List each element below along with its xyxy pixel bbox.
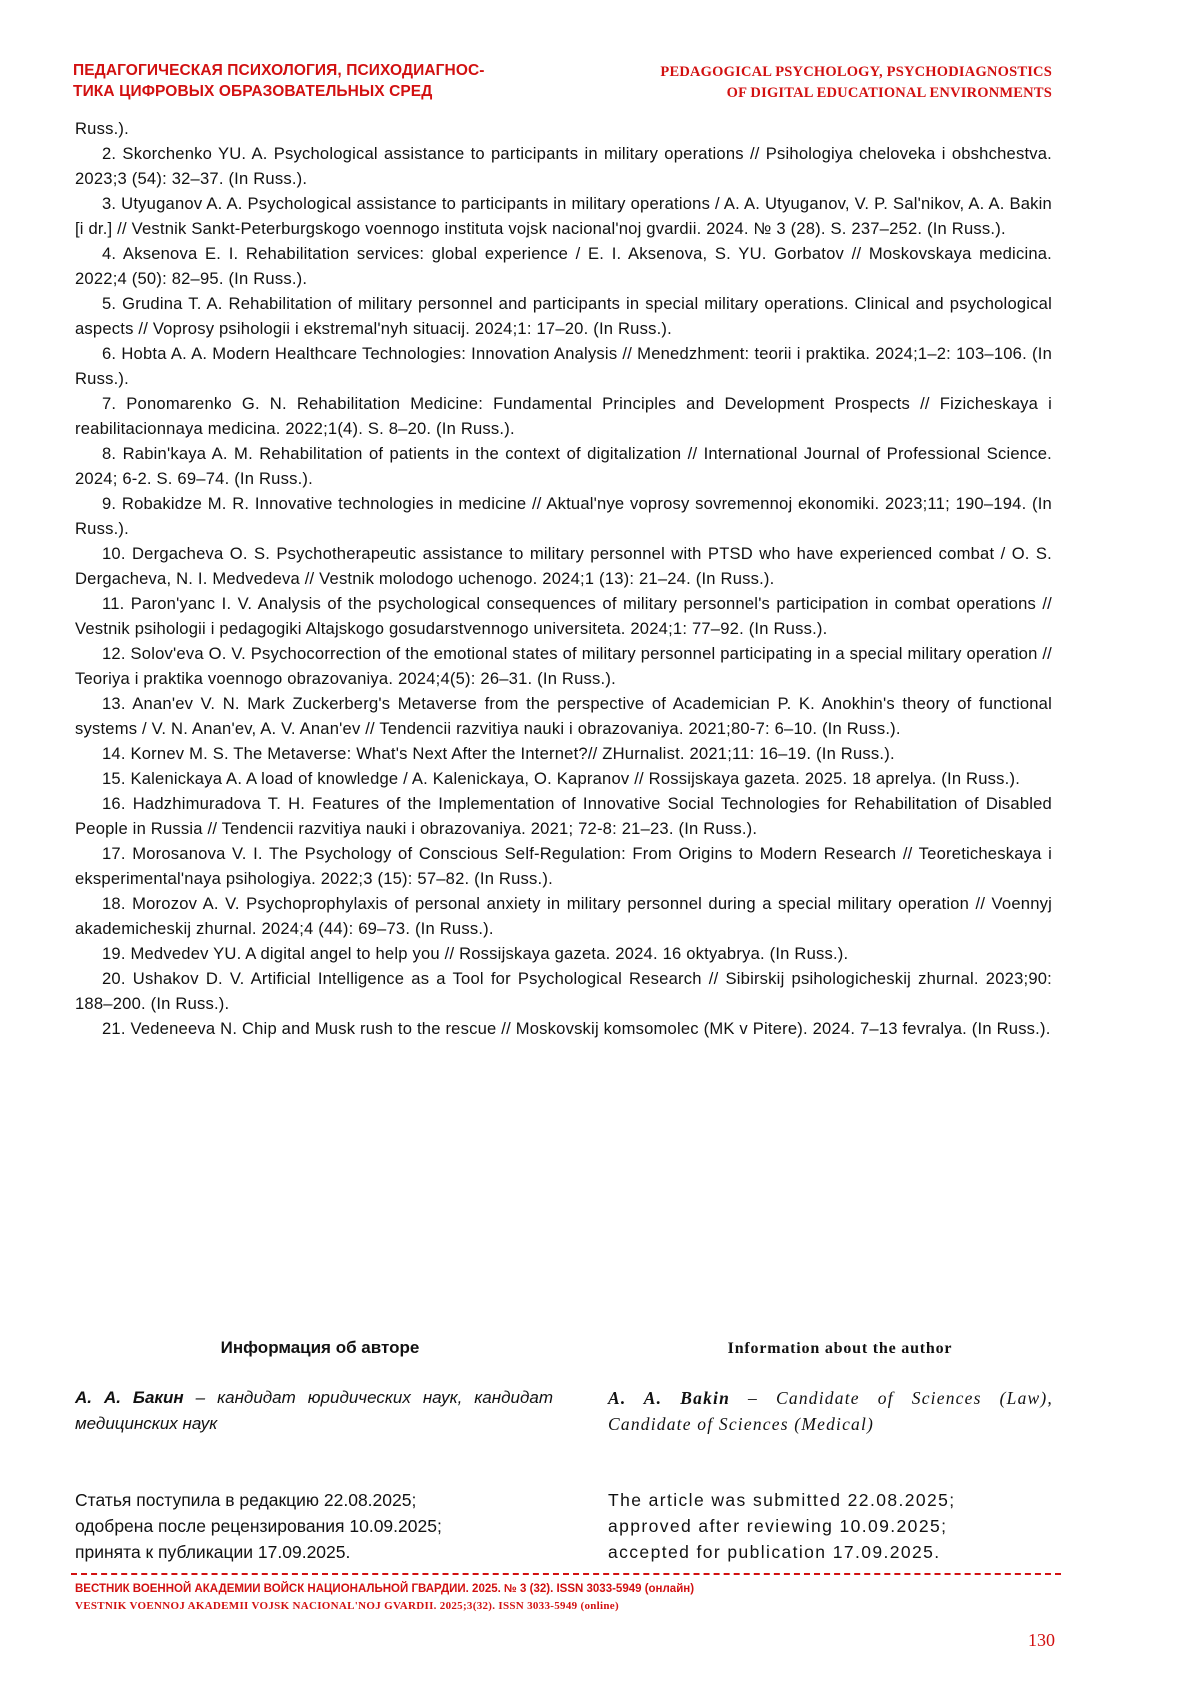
author-credentials-ru: – кандидат юридических наук, кандидат медицинских наук — [75, 1388, 553, 1433]
reference-item: 15. Kalenickaya A. A load of knowledge / A. Kalenickaya, O. Kapranov // Rossijskaya gazeta. 2025. 18 aprelya. (In Russ.). — [102, 769, 1021, 788]
date-accepted-ru: принята к публикации 17.09.2025. — [75, 1542, 351, 1562]
author-info-heading-ru: Информация об авторе — [220, 1338, 420, 1357]
reference-item: 11. Paron'yanc I. V. Analysis of the psychological consequences of military personnel's participation in combat operations // Vestnik psihologii i pedagogiki Altajskogo gosudarstvennogo universiteta. 2024;1: 77–92. (In Russ.). — [75, 594, 1052, 638]
author-credentials-en: – Candidate of Sciences (Law), Candidate of Sciences (Medical) — [608, 1388, 1054, 1434]
date-approved-ru: одобрена после рецензирования 10.09.2025; — [75, 1516, 442, 1536]
reference-item: 19. Medvedev YU. A digital angel to help you // Rossijskaya gazeta. 2024. 16 oktyabrya. (In Russ.). — [102, 944, 849, 963]
author-description-ru — [75, 1385, 553, 1437]
reference-item: 20. Ushakov D. V. Artificial Intelligence as a Tool for Psychological Research // Sibirskij psihologicheskij zhurnal. 2023;90: 188–200. (In Russ.). — [75, 969, 1052, 1013]
reference-item: 21. Vedeneeva N. Chip and Musk rush to the rescue // Moskovskij komsomolec (MK v Pitere). 2024. 7–13 fevralya. (In Russ.). — [102, 1019, 1051, 1038]
date-approved-en: approved after reviewing 10.09.2025; — [608, 1516, 948, 1536]
running-header-en — [532, 62, 1052, 104]
reference-item: 4. Aksenova E. I. Rehabilitation services: global experience / E. I. Aksenova, S. YU. Gorbatov // Moskovskaya medicina. 2022;4 (50): 82–95. (In Russ.). — [75, 244, 1052, 288]
running-header-ru — [73, 60, 573, 102]
date-accepted-en: accepted for publication 17.09.2025. — [608, 1542, 941, 1562]
reference-item: 6. Hobta A. A. Modern Healthcare Technologies: Innovation Analysis // Menedzhment: teorii i praktika. 2024;1–2: 103–106. (In Russ.). — [75, 344, 1052, 388]
reference-item: 5. Grudina T. A. Rehabilitation of military personnel and participants in special military operations. Clinical and psychological aspects // Voprosy psihologii i ekstremal'nyh situacij. 2024;1: 17–20. (In Russ.). — [75, 294, 1052, 338]
reference-item: 17. Morosanova V. I. The Psychology of Conscious Self-Regulation: From Origins to Modern Research // Teoreticheskaya i eksperimental'naya psihologiya. 2022;3 (15): 57–82. (In Russ.). — [75, 844, 1052, 888]
running-header-en-line2: OF DIGITAL EDUCATIONAL ENVIRONMENTS — [726, 85, 1052, 101]
reference-item: 12. Solov'eva O. V. Psychocorrection of the emotional states of military personnel participating in a special military operation // Teoriya i praktika voennogo obrazovaniya. 2024;4(5): 26–31. (In Russ.). — [75, 644, 1052, 688]
running-header-ru-line1: ПЕДАГОГИЧЕСКАЯ ПСИХОЛОГИЯ, ПСИХОДИАГНОС- — [73, 62, 485, 79]
footer-divider — [71, 1573, 1061, 1575]
date-submitted-ru: Статья поступила в редакцию 22.08.2025; — [75, 1490, 417, 1510]
reference-item: 2. Skorchenko YU. A. Psychological assistance to participants in military operations // Psihologiya cheloveka i obshchestva. 2023;3 (54): 32–37. (In Russ.). — [75, 144, 1052, 188]
references-list — [75, 116, 1052, 1041]
reference-item: 14. Kornev M. S. The Metaverse: What's Next After the Internet?// ZHurnalist. 2021;11: 16–19. (In Russ.). — [102, 744, 895, 763]
reference-item: 18. Morozov A. V. Psychoprophylaxis of personal anxiety in military personnel during a special military operation // Voennyj akademicheskij zhurnal. 2024;4 (44): 69–73. (In Russ.). — [75, 894, 1052, 938]
running-header-ru-line2: ТИКА ЦИФРОВЫХ ОБРАЗОВАТЕЛЬНЫХ СРЕД — [73, 83, 433, 100]
reference-item: 16. Hadzhimuradova T. H. Features of the Implementation of Innovative Social Technologies for Rehabilitation of Disabled People in Russia // Tendencii razvitiya nauki i obrazovaniya. 2021; 72-8: 21–23. (In Russ.). — [75, 794, 1052, 838]
article-dates-ru — [75, 1487, 565, 1565]
journal-footer-en: VESTNIK VOENNOJ AKADEMII VOJSK NACIONAL'NOJ GVARDII. 2025;3(32). ISSN 3033-5949 (online) — [75, 1600, 619, 1612]
date-submitted-en: The article was submitted 22.08.2025; — [608, 1490, 956, 1510]
author-info-heading-en: Information about the author — [727, 1340, 953, 1357]
author-name-ru: А. А. Бакин — [75, 1388, 184, 1407]
running-header-en-line1: PEDAGOGICAL PSYCHOLOGY, PSYCHODIAGNOSTICS — [660, 64, 1052, 80]
page-number: 130 — [1028, 1630, 1055, 1650]
journal-footer-ru: ВЕСТНИК ВОЕННОЙ АКАДЕМИИ ВОЙСК НАЦИОНАЛЬНОЙ ГВАРДИИ. 2025. № 3 (32). ISSN 3033-5949 (онлайн) — [75, 1583, 695, 1595]
reference-item: 8. Rabin'kaya A. M. Rehabilitation of patients in the context of digitalization // International Journal of Professional Science. 2024; 6-2. S. 69–74. (In Russ.). — [75, 444, 1052, 488]
author-description-en — [608, 1385, 1053, 1437]
reference-continuation: Russ.). — [75, 119, 129, 138]
article-dates-en — [608, 1487, 1058, 1565]
reference-item: 13. Anan'ev V. N. Mark Zuckerberg's Metaverse from the perspective of Academician P. K. Anokhin's theory of functional systems / V. N. Anan'ev, A. V. Anan'ev // Tendencii razvitiya nauki i obrazovaniya. 2021;80-7: 6–10. (In Russ.). — [75, 694, 1052, 738]
reference-item: 10. Dergacheva O. S. Psychotherapeutic assistance to military personnel with PTSD who have experienced combat / O. S. Dergacheva, N. I. Medvedeva // Vestnik molodogo uchenogo. 2024;1 (13): 21–24. (In Russ.). — [75, 544, 1052, 588]
author-name-en: A. A. Bakin — [608, 1388, 731, 1408]
reference-item: 9. Robakidze M. R. Innovative technologies in medicine // Aktual'nye voprosy sovremennoj ekonomiki. 2023;11; 190–194. (In Russ.). — [75, 494, 1052, 538]
reference-item: 7. Ponomarenko G. N. Rehabilitation Medicine: Fundamental Principles and Development Prospects // Fizicheskaya i reabilitacionnaya medicina. 2022;1(4). S. 8–20. (In Russ.). — [75, 394, 1052, 438]
reference-item: 3. Utyuganov A. A. Psychological assistance to participants in military operations / A. A. Utyuganov, V. P. Sal'nikov, A. A. Bakin [i dr.] // Vestnik Sankt-Peterburgskogo voennogo instituta vojsk nacional'noj gvardii. 2024. № 3 (28). S. 237–252. (In Russ.). — [75, 194, 1052, 238]
